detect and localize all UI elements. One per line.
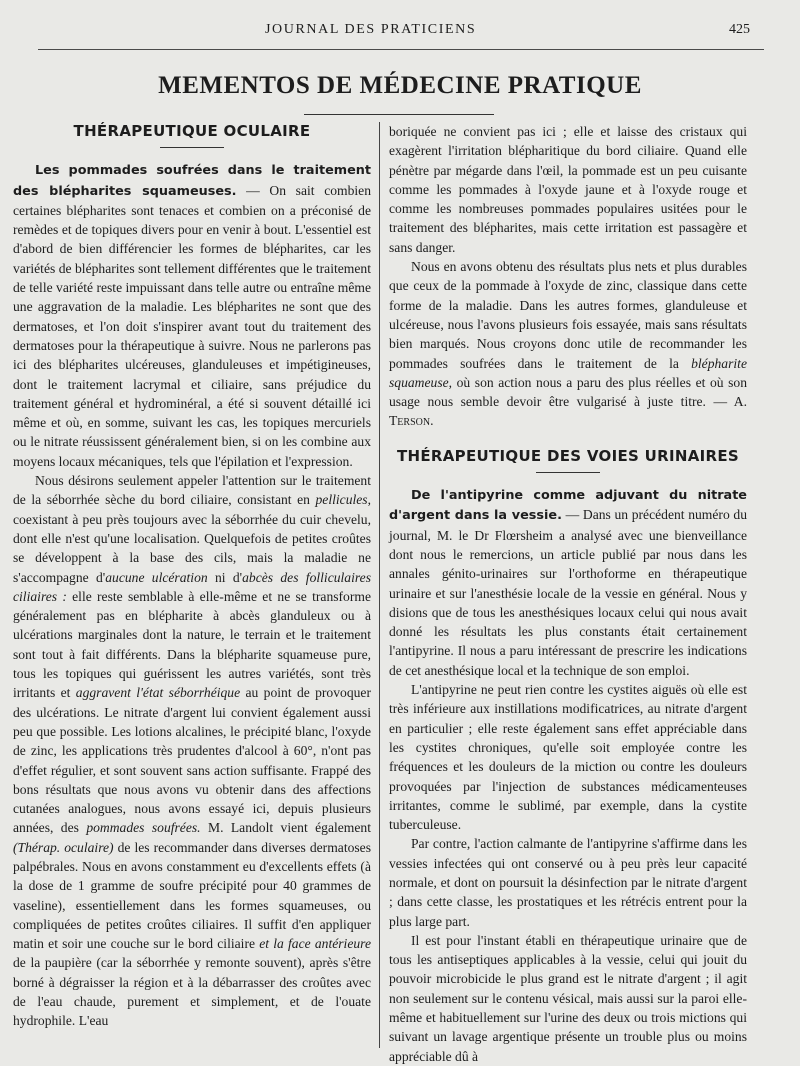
paragraph: Il est pour l'instant établi en thérapeutique urinaire que de tous les antiseptiques applicables à la vessie, celui qui jouit du pouvoir microbicide le plus grand est le nitrate d'argent ; il agit non seulement sur le contenu vésical, mais aussi sur la paroi elle-même et habituellement sur l'urine des deux ou trois mictions qui suivant un lavage argentique présente un trouble plus ou moins appréciable dû à [389,932,747,1064]
paragraph-lead: De l'antipyrine comme adjuvant du nitrate d'argent dans la vessie. [389,488,747,524]
paragraph: Nous désirons seulement appeler l'attention sur le traitement de la séborrhée sèche du bord ciliaire, consistant en pellicules, coexistant à peu près toujours avec la séborrhée du cuir chevelu, dont elle n'est qu'une localisation. Quelquefois de petites croûtes se développent à la base des cils, mais la maladie ne s'accompagne d'aucune ulcération ni d'abcès des folliculaires ciliaires : elle reste semblable à elle-même et ne se transforme généralement pas en blépharite à abcès glanduleux ou à ulcérations marginales dont la nature, le terrain et le traitement sont tout à fait différents. Dans la blépharite squameuse pure, tous les topiques qui guérissent les autres variétés, sont très irritants et aggravent l'état séborrhéique au point de provoquer des ulcérations. Le nitrate d'argent lui convient également aussi peu que possible. Les lotions alcalines, le précipité blanc, l'oxyde de zinc, les applications très prudentes d'alcool à 60°, n'ont pas d'effet régulier, et sont souvent sans action suffisante. Frappé des bons résultats que nous avons vu obtenir dans des affections cutanées analogues, nous avons essayé ici, depuis plusieurs années, des pommades soufrées. M. Landolt vient également (Thérap. oculaire) de les recommander dans diverses dermatoses palpébrales. Nous en avons constamment eu d'excellents effets (à la dose de 1 gramme de soufre précipité pour 40 grammes de vaseline), essentiellement dans les formes squameuses, ou compliquées de petites croûtes ciliaires. Il suffit d'en appliquer matin et soir une couche sur le bord ciliaire et la face antérieure de la paupière (car la séborrhée y remonte souvent), après s'être borné à dégraisser la région et à la débarrasser des croûtes avec de l'eau chaude, purement et simplement, et de l'ouate hydrophile. L'eau [13,473,372,1029]
author-signature: Terson. [389,413,434,429]
right-column [389,122,747,1064]
paragraph: Nous en avons obtenu des résultats plus nets et plus durables que ceux de la pommade à l'oxyde de zinc, classique dans cette forme de la maladie. Dans les autres formes, glanduleuse et ulcéreuse, nous l'avons plusieurs fois essayée, mais sans résultats bien marqués. Nous croyons donc utile de recommander les pommades soufrées dans le traitement de la blépharite squameuse, où son action nous a paru des plus réelles et où son usage nous semble devoir être vulgarisé à juste titre. — A. Terson. [389,259,747,429]
paragraph-lead: Les pommades soufrées dans le traitement des blépharites squameuses. [13,163,371,199]
section-heading-ophthalmology: THÉRAPEUTIQUE OCULAIRE [73,122,311,140]
paragraph: Par contre, l'action calmante de l'antipyrine s'affirme dans les vessies infectées qui ont conservé ou à peu près leur capacité normale, et dont on poursuit la désinfection par le nitrate d'argent ; dans cette classe, les prostatiques et les rétrécis entrent pour la plus large part. [389,836,747,929]
section-heading-urinary: THÉRAPEUTIQUE DES VOIES URINAIRES [396,446,740,465]
journal-title: JOURNAL DES PRATICIENS [265,22,477,37]
left-column [13,122,371,1048]
paragraph: boriquée ne convient pas ici ; elle et laisse des cristaux qui exagèrent l'irritation blépharitique du bord ciliaire. Quand elle pénètre par mégarde dans l'œil, la pommade est un peu cuisante comme les pommades à l'oxyde jaune et à l'oxyde rouge et comme les nombreuses pommades populaires usitées pour le traitement des blépharites, mais cette irritation est passagère et sans danger. [389,124,747,255]
section-rule [536,472,600,473]
paragraph: De l'antipyrine comme adjuvant du nitrate d'argent dans la vessie. — Dans un précédent numéro du journal, M. le Dr Flœrsheim a analysé avec une bienveillance dont nous le remercions, un article publié par nous dans les annales génito-urinaires sur l'orthoforme en thérapeutique urinaire et sur l'anesthésie locale de la vessie en général. Nous y disions que de tous les anesthésiques locaux celui qui nous avait donné les résultats les plus constants était certainement l'antipyrine. Il nous a paru intéressant de prescrire les indications de cet anesthésique local et la technique de son emploi. [389,488,747,678]
paragraph: L'antipyrine ne peut rien contre les cystites aiguës où elle est très inférieure aux instillations modificatrices, au nitrate d'argent en particulier ; elle reste également sans effet appréciable dans les cystites chroniques, qu'elle soit employée contre les fréquences et les douleurs de la miction ou contre les douleurs provoquées par l'injection de substances médicamenteuses irritantes, comme le sublimé, par exemple, dans la cystite tuberculeuse. [389,682,747,833]
section-rule [160,147,224,148]
header-rule [38,49,764,50]
running-head [0,22,800,42]
paragraph: Les pommades soufrées dans le traitement des blépharites squameuses. — On sait combien certaines blépharites sont tenaces et combien on a préconisé de remèdes et de topiques divers pour en venir à bout. L'essentiel est d'abord de bien différencier les formes de blépharites, car les variétés de blépharites sont tellement différentes que le traitement de telle variété reste impuissant dans telle autre ou entraîne même une aggravation de la maladie. Les blépharites ne sont que des dermatoses, et l'on doit s'inspirer avant tout du traitement des dermatoses pour la thérapeutique à suivre. Nous ne parlerons pas ici des blépharites ulcéreuses, glanduleuses et impétigineuses, dont le traitement lacrymal et ciliaire, sans préjudice du traitement général et hydrominéral, a été si souvent détaillé ici même et où, en somme, suivant les cas, les topiques mercuriels ou le nitrate réussissent généralement bien, si on les combine aux moyens locaux mécaniques, tels que l'épilation et l'expression. [13,163,371,469]
title-rule [304,114,494,115]
column-divider [379,122,380,1048]
main-title: MEMENTOS DE MÉDECINE PRATIQUE [158,72,642,99]
page-number: 425 [729,22,750,37]
